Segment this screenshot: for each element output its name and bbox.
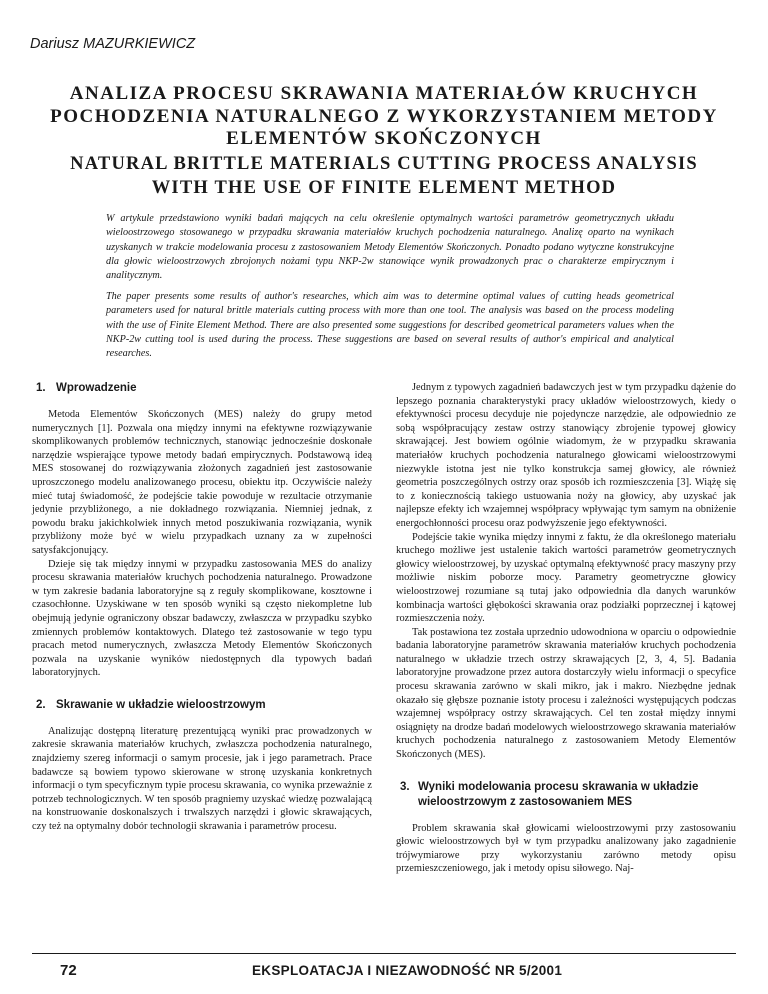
- section-2-heading: [32, 698, 372, 713]
- section-3-heading: [396, 780, 736, 810]
- section-1-title: Wprowadzenie: [56, 382, 137, 394]
- title-polish: ANALIZA PROCESU SKRAWANIA MATERIAŁÓW KRUCHYCH POCHODZENIA NATURALNEGO Z WYKORZYSTANIEM METODY ELEMENTÓW SKOŃCZONYCH: [50, 83, 718, 149]
- section-3-paragraph: Problem skrawania skał głowicami wieloostrzowymi przy zastosowaniu głowic wieloostrzowych był w tym przypadku analizowany jako zagadnienie trójwymiarowe przy wykorzystaniu zarówno metody opisu przemieszczeniowego, jak i metody opisu siłowego. Naj-: [396, 822, 736, 875]
- section-1-paragraph: Metoda Elementów Skończonych (MES) należy do grupy metod numerycznych [1]. Pozwala ona między innymi na efektywne rozwiązywanie skomplikowanych problemów technicznych, stanowiąc jednocześnie doskonałe narzędzie wspierające typowe metody badań empirycznych. Podstawową ideą MES stosowanej do rozwiązywania złożonych zagadnień jest zastosowanie uproszczonego modelu analizowanego procesu, obiektu itp. Oczywiście należy mieć tutaj świadomość, że podejście takie powoduje w rezultacie otrzymanie jedynie przybliżonego, a nie dokładnego rozwiązania. Niemniej jednak, z powodu braku jakichkolwiek innych metod poszukiwania rozwiązania, wynik przybliżony może być w wielu przypadkach uznany za w zupełności satysfakcjonujący.: [32, 409, 372, 556]
- left-column: [32, 381, 372, 834]
- footer-divider: [32, 953, 736, 954]
- section-3-title: Wyniki modelowania procesu skrawania w układzie wieloostrzowym z zastosowaniem MES: [418, 780, 699, 808]
- author-name: Dariusz MAZURKIEWICZ: [30, 36, 196, 52]
- section-2-number: 2.: [36, 698, 46, 711]
- section-2-paragraph: Analizując dostępną literaturę prezentującą wyniki prac prowadzonych w zakresie skrawania materiałów kruchych, zwłaszcza pochodzenia naturalnego, znajdziemy szereg informacji o samym procesie, jak i jego parametrach. Prace badawcze są bowiem typowo skierowane w stronę uzyskania konkretnych informacji o tym specyficznym typie procesu skrawania, co wynika przeważnie z potrzeb technologicznych. W ten sposób pragniemy uzyskać wiedzę pozwalającą na konstruowanie doskonalszych i trwalszych narzędzi i głowic skrawających, czy też na optymalny dobór technologii skrawania i parametrów procesu.: [32, 725, 372, 833]
- section-1-heading: [32, 381, 372, 396]
- section-1-paragraph: Dzieje się tak między innymi w przypadku zastosowania MES do analizy procesu skrawania materiałów kruchych pochodzenia naturalnego. Prowadzone w tym zakresie badania laboratoryjne są z reguły skomplikowane, kosztowne i czasochłonne. Uzyskiwane w ten sposób wyniki są często niekompletne lub obejmują jedynie ograniczony obszar badawczy, zwłaszcza w przypadku szybko zmiennych problemów kontaktowych. Dlatego też zastosowanie w tego typu pracach metod numerycznych, zwłaszcza Metody Elementów Skończonych pozwala na uzyskanie wyników niedostępnych dla typowych badań laboratoryjnych.: [32, 558, 372, 679]
- right-column: [396, 381, 736, 876]
- body-paragraph: Tak postawiona tez została uprzednio udowodniona w oparciu o odpowiednie badania laboratoryjne parametrów skrawania materiałów kruchych pochodzenia naturalnego w układzie trzech ostrzy skrawających [2, 3, 4, 5]. Badania laboratoryjne prowadzone przez autora dostarczyły wielu informacji o specyfice procesu skrawania zarówno w skali mikro, jak i makro. Niezbędne jednak okazało się głębsze poznanie istoty procesu i zależności występujących podczas wzajemnej współpracy ostrzy skrawających. Cel ten został między innymi osiągnięty na drodze badań modelowych wieloostrzowego skrawania materiałów kruchych pochodzenia naturalnego z zastosowaniem Metody Elementów Skończonych (MES).: [396, 626, 736, 761]
- title-english: NATURAL BRITTLE MATERIALS CUTTING PROCESS ANALYSIS WITH THE USE OF FINITE ELEMENT METHOD: [70, 154, 698, 198]
- section-1-number: 1.: [36, 382, 46, 394]
- page-number: 72: [60, 962, 77, 979]
- body-paragraph: Jednym z typowych zagadnień badawczych jest w tym przypadku dążenie do lepszego poznania charakterystyki pracy układów wieloostrzowych, kiedy o efektywności procesu decyduje nie pojedyncze narzędzie, ale odpowiednio ze sobą współpracujący zestaw ostrzy stanowiący zbrojenie typowej głowicy skrawającej. Jest bowiem ogólnie wiadomym, że w przypadku skrawania materiałów kruchych pochodzenia naturalnego głowicami wieloostrzowymi niezwykle istotna jest nie tylko konstrukcja samej głowicy, ale również geometria poszczególnych ostrzy oraz sposób ich rozmieszczenia [3]. Wiążę się to z koniecznością takiego ustuowania noży na głowicy, aby uzyskać jak najlepsze efekty ich wzajemnej współpracy wpływając tym samym na obniżenie energochłonności procesu oraz podwyższenie jego efektywności.: [396, 382, 736, 529]
- section-3-number: 3.: [400, 780, 410, 793]
- journal-name: EKSPLOATACJA I NIEZAWODNOŚĆ NR 5/2001: [252, 963, 563, 978]
- abstract-english: The paper presents some results of author's researches, which aim was to determine optimal values of cutting heads geometrical parameters used for natural brittle materials cutting process with more than one tool. The analysis was based on the process modeling with the use of Finite Element Method. There are also presented some suggestions for described geometrical parameters values when the NKP-2w cutting tool is used during the process. These suggestions are based on several results of author's empirical and analytical researches.: [106, 291, 674, 360]
- section-2-title: Skrawanie w układzie wieloostrzowym: [56, 698, 266, 711]
- body-paragraph: Podejście takie wynika między innymi z faktu, że dla określonego materiału kruchego możliwe jest ustalenie takich wartości parametrów geometrycznych głowicy wieloostrzowej, by uzyskać optymalną efektywność pracy maszyny przy możliwie niskim poborze mocy. Parametry geometryczne głowicy wieloostrzowej rozumiane są tutaj jako odpowiednia dla danych warunków kombinacja wartości głębokości skrawania oraz podziałki poprzecznej i kątowej rozmieszczenia noży.: [396, 531, 736, 625]
- abstract-polish: W artykule przedstawiono wyniki badań mających na celu określenie optymalnych wartości parametrów geometrycznych układu wieloostrzowego stosowanego w przypadku skrawania materiałów kruchych pochodzenia naturalnego. Analizę oparto na wynikach uzyskanych w trakcie modelowania procesu z zastosowaniem Metody Elementów Skończonych. Ponadto podano wytyczne konstrukcyjne dla głowic wieloostrzowych zbrojonych nożami typu NKP-2w stanowiące wynik prowadzonych prac o charakterze empirycznym i analitycznym.: [106, 213, 674, 282]
